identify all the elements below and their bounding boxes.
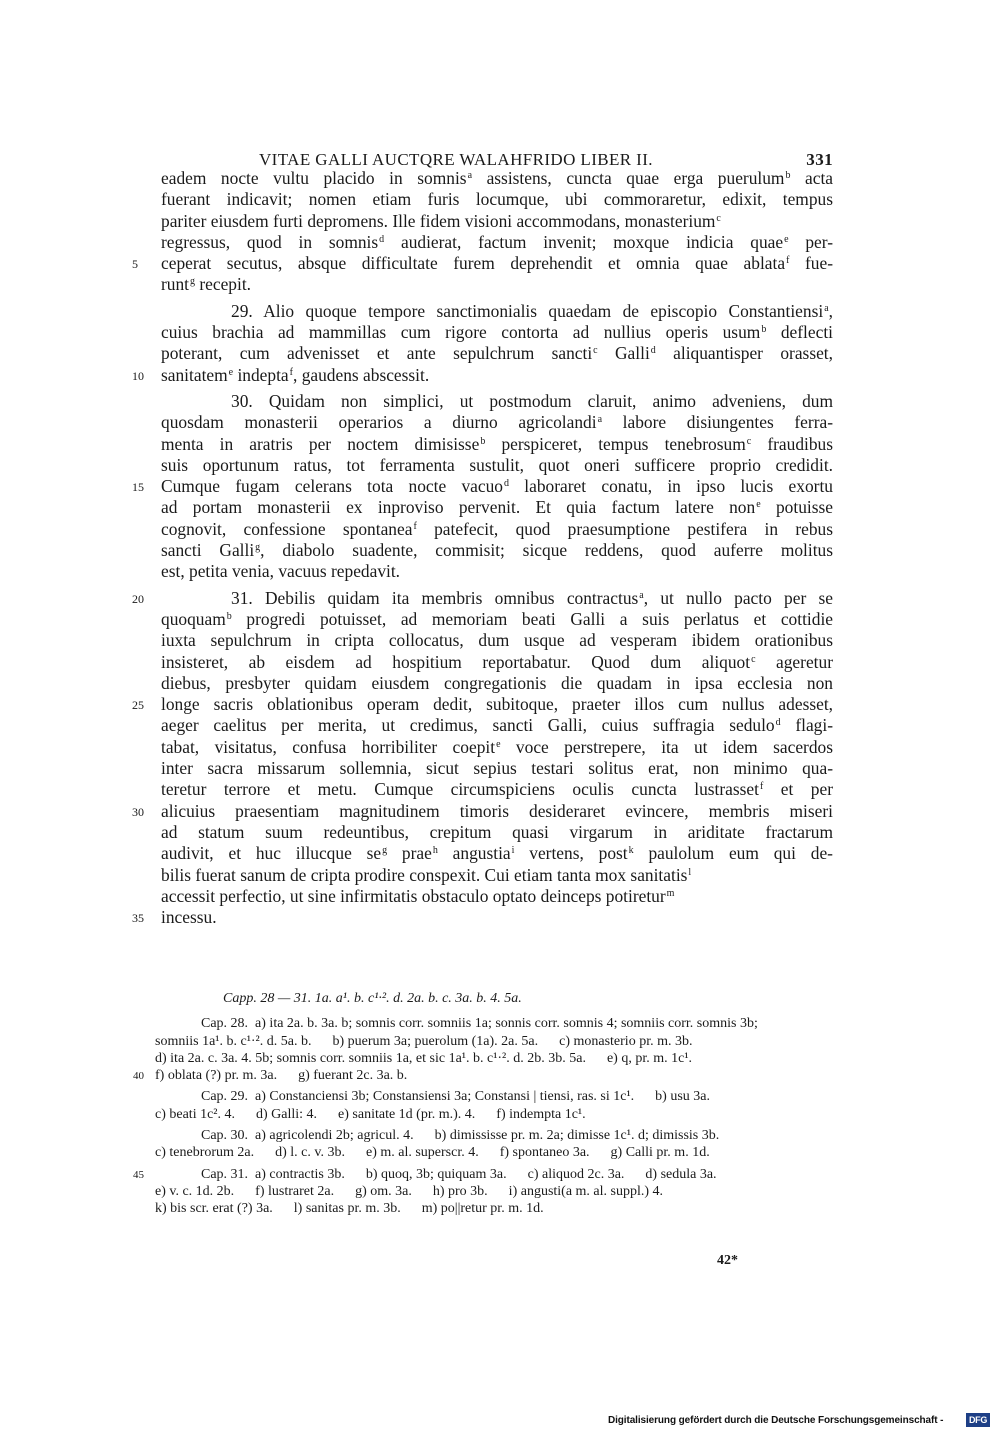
line-number: 30 bbox=[132, 804, 144, 819]
text-run: perspiceret, tempus tenebrosum bbox=[485, 433, 746, 454]
text-run: sancti Galli bbox=[161, 540, 255, 561]
text-line bbox=[161, 301, 833, 322]
text-run: per- bbox=[788, 231, 834, 252]
critical-apparatus bbox=[133, 990, 835, 1218]
text-line bbox=[161, 737, 833, 758]
footnote-marker: d bbox=[379, 233, 385, 245]
line-number: 5 bbox=[132, 257, 138, 272]
text-line bbox=[161, 886, 833, 907]
apparatus-line: k) bis scr. erat (?) 3a. l) sanitas pr. m. 3b. m) po||retur pr. m. 1d. bbox=[155, 1201, 544, 1217]
text-run: assistens, cuncta quae erga puerulum bbox=[472, 168, 785, 188]
footnote-marker: h bbox=[432, 845, 438, 857]
apparatus-line: c) beati 1c². 4. d) Galli: 4. e) sanitate 1d (pr. m.). 4. f) indempta 1c¹. bbox=[155, 1106, 586, 1122]
text-run: 31. Debilis quidam ita membris omnibus contractus bbox=[231, 587, 639, 608]
text-run: labore disiungentes ferra- bbox=[602, 412, 833, 433]
line-number: 10 bbox=[132, 368, 144, 383]
dfg-logo: DFG bbox=[966, 1413, 990, 1427]
text-line bbox=[161, 673, 833, 694]
footnote-marker: c bbox=[593, 345, 598, 357]
text-line bbox=[161, 609, 833, 630]
text-line bbox=[161, 561, 833, 582]
text-line bbox=[161, 758, 833, 779]
text-line bbox=[161, 189, 833, 210]
apparatus-chapter-line: Cap. 31. a) contractis 3b. b) quoq, 3b; quiquam 3a. c) aliquod 2c. 3a. d) sedula 3a. 45 bbox=[155, 1166, 835, 1183]
text-run: vertens, post bbox=[514, 843, 628, 864]
text-run: laboraret conatu, in ipso lucis exortu bbox=[509, 476, 833, 497]
text-run: aliquantisper orasset, bbox=[655, 343, 833, 364]
text-run: iuxta sepulchrum in cripta collocatus, dum usque ad vesperam ibidem orationibus bbox=[161, 630, 833, 651]
text-run: fue- bbox=[789, 253, 833, 274]
text-line bbox=[161, 822, 833, 843]
footnote-marker: a bbox=[639, 589, 644, 601]
text-line bbox=[161, 779, 833, 800]
text-run: diebus, presbyter quidam eiusdem congregationis die quadam in ipsa ecclesia non bbox=[161, 672, 833, 693]
text-line bbox=[161, 497, 833, 518]
text-run: audivit, et huc illucque se bbox=[161, 843, 382, 864]
apparatus-line: f) oblata (?) pr. m. 3a. g) fuerant 2c. 3a. b. 40 bbox=[155, 1067, 835, 1084]
text-line bbox=[161, 652, 833, 673]
text-run: cuius brachia ad mammillas cum rigore contorta ad nullius operis usum bbox=[161, 322, 761, 343]
text-run: runt bbox=[161, 274, 190, 295]
apparatus-chapter-line: Cap. 30. a) agricolendi 2b; agricul. 4. b) dimississe pr. m. 2a; dimisse 1c¹. d; dimissis 3b. bbox=[201, 1128, 720, 1144]
footnote-marker: b bbox=[480, 435, 486, 447]
text-run: angustia bbox=[437, 843, 511, 864]
text-line bbox=[161, 540, 833, 561]
text-line bbox=[161, 168, 833, 189]
text-run: est, petita venia, vacuus repedavit. bbox=[161, 561, 401, 582]
sheet-signature: 42* bbox=[717, 1253, 738, 1268]
text-line bbox=[132, 476, 833, 497]
text-line bbox=[161, 519, 833, 540]
footnote-marker: g bbox=[190, 276, 196, 288]
text-run: poterant, cum advenisset et ante sepulchrum sancti bbox=[161, 343, 593, 364]
text-line bbox=[161, 434, 833, 455]
text-run: potuisse bbox=[760, 497, 833, 518]
text-run: flagi- bbox=[780, 715, 833, 736]
text-run: menta in aratris per noctem dimisisse bbox=[161, 433, 480, 454]
text-run: aeger caelitus per merita, ut credimus, sancti Galli, cuius suffragia sedulo bbox=[161, 715, 775, 736]
text-run: recepit. bbox=[195, 274, 252, 295]
footnote-marker: f bbox=[786, 255, 790, 267]
text-line bbox=[161, 715, 833, 736]
line-number: 15 bbox=[132, 480, 144, 495]
text-run: eadem nocte vultu placido in somnis bbox=[161, 168, 467, 188]
running-title: VITAE GALLI AUCTQRE WALAHFRIDO LIBER II. bbox=[259, 150, 653, 169]
text-line bbox=[161, 630, 833, 651]
text-line bbox=[161, 391, 833, 412]
text-run: indepta bbox=[233, 364, 289, 385]
apparatus-chapter-line: Cap. 28. a) ita 2a. b. 3a. b; somnis corr. somniis 1a; sonnis corr. somnis 4; somniis corr. somnis 3b; bbox=[201, 1016, 758, 1032]
footnote-marker: b bbox=[761, 324, 767, 336]
text-line bbox=[132, 694, 833, 715]
apparatus-line: d) ita 2a. c. 3a. 4. 5b; somnis corr. somniis 1a, et sic 1a¹. b. c¹·². d. 2b. 3b. 5a. e) q, pr. m. 1c¹. bbox=[155, 1050, 693, 1066]
text-run: voce perstrepere, ita ut idem sacerdos bbox=[500, 736, 834, 757]
text-run: cognovit, confessione spontanea bbox=[161, 518, 413, 539]
line-number: 45 bbox=[133, 1168, 144, 1181]
text-run: tabat, visitatus, confusa horribiliter coepit bbox=[161, 736, 496, 757]
line-number: 40 bbox=[133, 1070, 144, 1083]
footnote-marker: b bbox=[226, 610, 232, 622]
text-run: Galli bbox=[597, 343, 650, 364]
footnote-marker: a bbox=[824, 302, 829, 314]
text-run: ageretur bbox=[755, 651, 833, 672]
text-run: ad statum suum redeuntibus, crepitum quasi virgarum in ariditate fractarum bbox=[161, 821, 833, 842]
text-line bbox=[132, 800, 833, 822]
text-run: et per bbox=[763, 779, 833, 800]
text-line bbox=[132, 253, 833, 274]
footnote-marker: d bbox=[650, 345, 656, 357]
footnote-marker: a bbox=[597, 414, 603, 426]
text-run: , ut nullo pacto per se bbox=[643, 587, 834, 608]
text-run: Cumque fugam celerans tota nocte vacuo bbox=[161, 476, 503, 497]
text-run: ad portam monasterii ex inproviso pervenit. Et quia factum latere non bbox=[161, 497, 756, 518]
text-run: acta bbox=[790, 168, 834, 188]
text-run: patefecit, quod praesumptione pestifera in rebus bbox=[416, 518, 833, 539]
text-line bbox=[161, 412, 833, 433]
line-number: 25 bbox=[132, 698, 144, 713]
text-line bbox=[132, 907, 833, 928]
footnote-marker: e bbox=[228, 366, 234, 378]
text-run: audierat, factum invenit; moxque indicia quae bbox=[384, 231, 784, 252]
footnote-marker: e bbox=[756, 499, 761, 511]
text-run: alicuius praesentiam magnitudinem timoris desideraret evincere, membris miseri bbox=[161, 800, 833, 821]
text-run: teretur terrore et metu. Cumque circumspiciens oculis cuncta lustrasset bbox=[161, 779, 759, 800]
text-run: paulolum eum qui de- bbox=[633, 843, 833, 864]
text-run: quosdam monasterii operarios a diurno agricolandi bbox=[161, 412, 597, 433]
apparatus-chapter-line: Cap. 29. a) Constanciensi 3b; Constansiensi 3a; Constansi | tiensi, ras. si 1c¹. b) usu 3a. bbox=[201, 1089, 711, 1105]
footnote-marker: f bbox=[289, 366, 293, 378]
text-line bbox=[161, 843, 833, 864]
text-line bbox=[161, 211, 833, 232]
page-number: 331 bbox=[806, 150, 833, 169]
text-run: sanitatem bbox=[161, 364, 228, 385]
main-text bbox=[132, 168, 834, 928]
text-line bbox=[132, 364, 833, 386]
apparatus-notes bbox=[133, 1015, 835, 1217]
footnote-marker: c bbox=[746, 435, 752, 447]
footnote-marker: m bbox=[666, 887, 675, 899]
text-run: 29. Alio quoque tempore sanctimonialis quaedam de episcopio Constantiensi bbox=[231, 300, 824, 321]
text-run: incessu. bbox=[161, 907, 217, 928]
footnote-marker: g bbox=[382, 845, 388, 857]
text-run: fuerant indicavit; nomen etiam furis locumque, ubi commoraretur, edixit, tempus bbox=[161, 189, 833, 210]
text-run: inter sacra missarum sollemnia, sicut sepius testari solitus erat, non minimo qua- bbox=[161, 758, 833, 779]
text-run: prae bbox=[387, 843, 432, 864]
line-number: 35 bbox=[132, 911, 144, 926]
apparatus-line: somniis 1a¹. b. c¹·². d. 5a. b. b) puerum 3a; puerolum (1a). 2a. 5a. c) monasterio pr. m. 3b. bbox=[155, 1033, 693, 1049]
text-run: insisteret, ab eisdem ad hospitium reportabatur. Quod dum aliquot bbox=[161, 651, 751, 672]
apparatus-sigla-line: Capp. 28 — 31. 1a. a¹. b. c¹·². d. 2a. b. c. 3a. b. 4. 5a. bbox=[223, 991, 522, 1006]
footnote-marker: a bbox=[467, 170, 473, 181]
text-run: longe sacris oblationibus operam dedit, subitoque, praeter illos cum nullus adesset, bbox=[161, 694, 833, 715]
footnote-marker: b bbox=[785, 170, 791, 181]
apparatus-line: c) tenebrorum 2a. d) l. c. v. 3b. e) m. al. superscr. 4. f) spontaneo 3a. g) Calli pr. m. 1d. bbox=[155, 1145, 710, 1161]
text-line bbox=[132, 587, 834, 609]
footnote-marker: k bbox=[628, 845, 634, 857]
text-run: bilis fuerat sanum de cripta prodire conspexit. Cui etiam tanta mox sanitatis bbox=[161, 864, 688, 885]
text-run: , diabolo suadente, commisit; sicque reddens, quod auferre molitus bbox=[260, 540, 833, 561]
footnote-marker: e bbox=[784, 233, 789, 245]
footnote-marker: c bbox=[751, 653, 756, 665]
text-line bbox=[161, 343, 833, 364]
text-run: 30. Quidam non simplici, ut postmodum claruit, animo adveniens, dum bbox=[231, 390, 833, 411]
text-line bbox=[161, 232, 833, 253]
footnote-marker: f bbox=[759, 781, 764, 793]
text-run: , gaudens abscessit. bbox=[293, 364, 430, 385]
footnote-marker: f bbox=[413, 520, 417, 532]
text-run: suis oportunum ratus, tot ferramenta sustulit, quot oneri sufficere proprio credidit. bbox=[161, 454, 833, 475]
footnote-marker: e bbox=[496, 738, 501, 750]
footnote-marker: c bbox=[716, 212, 721, 224]
text-line bbox=[161, 865, 833, 886]
text-run: progredi potuisset, ad memoriam beati Galli a suis perlatus et cottidie bbox=[231, 608, 833, 629]
funding-note: Digitalisierung gefördert durch die Deutsche Forschungsgemeinschaft - bbox=[608, 1415, 944, 1426]
footnote-marker: i bbox=[511, 845, 515, 857]
footnote-marker: d bbox=[775, 717, 781, 729]
footnote-marker: l bbox=[688, 866, 692, 878]
text-line bbox=[161, 455, 833, 476]
text-run: deflecti bbox=[766, 322, 833, 343]
text-line bbox=[161, 274, 833, 295]
text-run: pariter eiusdem furti depromens. Ille fidem visioni accommodans, monasterium bbox=[161, 210, 716, 231]
text-run: , bbox=[828, 300, 833, 321]
text-run: accessit perfectio, ut sine infirmitatis obstaculo optato deinceps potiretur bbox=[161, 885, 666, 906]
footnote-marker: d bbox=[504, 478, 509, 490]
footnote-marker: g bbox=[255, 542, 261, 554]
apparatus-line: e) v. c. 1d. 2b. f) lustraret 2a. g) om. 3a. h) pro 3b. i) angusti(a m. al. suppl.) 4. bbox=[155, 1183, 664, 1199]
text-run: quoquam bbox=[161, 608, 226, 629]
text-run: ceperat secutus, absque difficultate furem deprehendit et omnia quae ablata bbox=[161, 253, 786, 274]
text-run: fraudibus bbox=[751, 433, 834, 454]
text-line bbox=[161, 322, 833, 343]
line-number: 20 bbox=[132, 591, 144, 606]
text-run: regressus, quod in somnis bbox=[161, 231, 379, 252]
